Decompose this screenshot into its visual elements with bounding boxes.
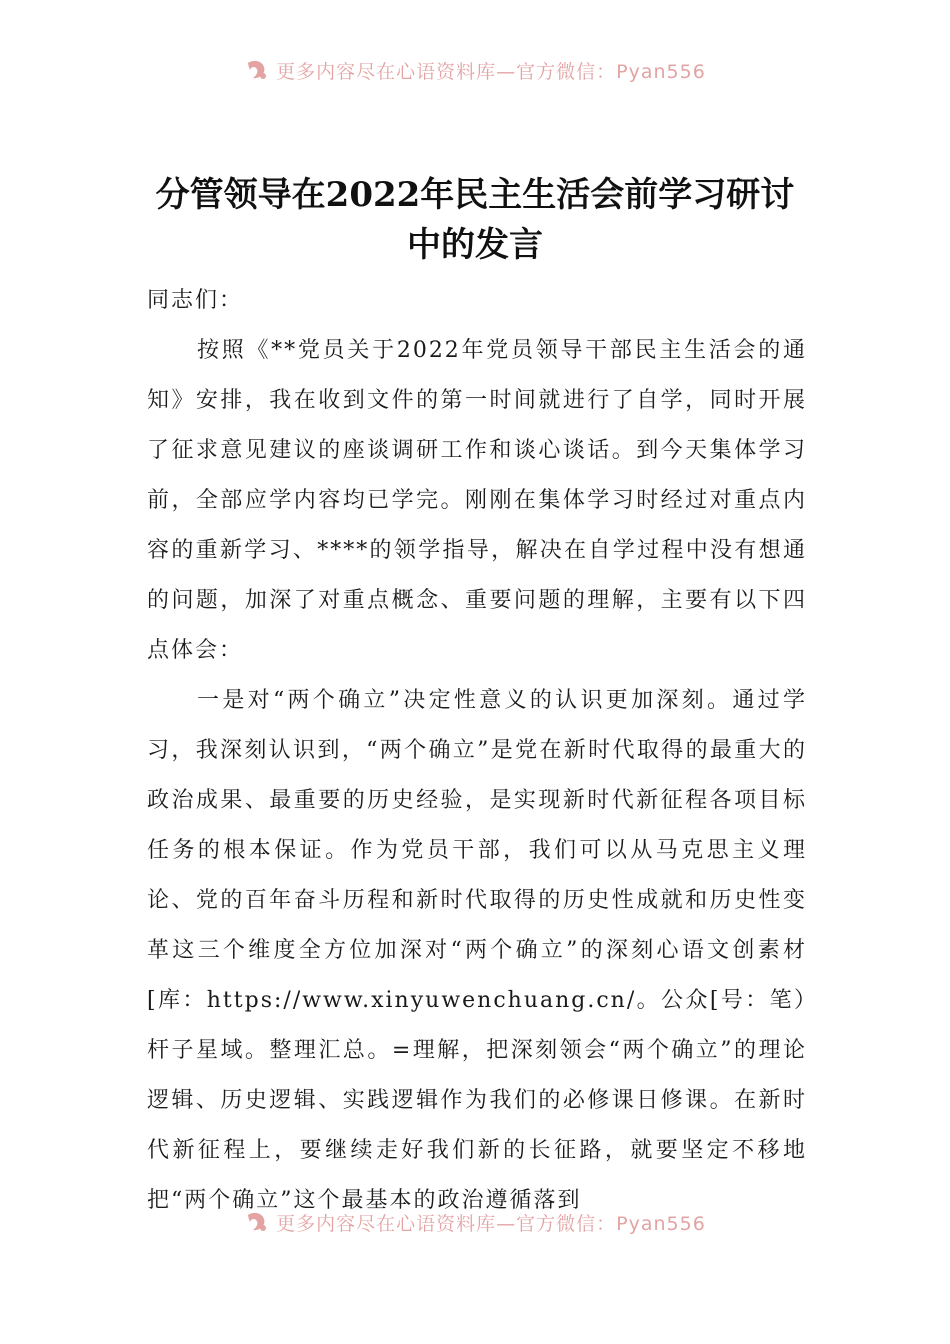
watermark-logo-icon <box>244 1209 270 1235</box>
paragraph-2: 一是对“两个确立”决定性意义的认识更加深刻。通过学习，我深刻认识到，“两个确立”是党在新时代取得的最重大的政治成果、最重要的历史经验，是实现新时代新征程各项目标任务的根本保证。作为党员干部，我们可以从马克思主义理论、党的百年奋斗历程和新时代取得的历史性成就和历史性变革这三个维度全方位加深对“两个确立”的深刻心语文创素材[库：https://www.xinyuwenchuang.cn/。公众[号：笔）杆子星域。整理汇总。=理解，把深刻领会“两个确立”的理论逻辑、历史逻辑、实践逻辑作为我们的必修课日修课。在新时代新征程上，要继续走好我们新的长征路，就要坚定不移地把“两个确立”这个最基本的政治遵循落到 <box>147 688 807 1213</box>
salutation: 同志们： <box>147 288 244 313</box>
watermark-text: 更多内容尽在心语资料库—官方微信：Pyan556 <box>276 1212 706 1235</box>
paragraph-1: 按照《**党员关于2022年党员领导干部民主生活会的通知》安排，我在收到文件的第一时间就进行了自学，同时开展了征求意见建议的座谈调研工作和谈心谈话。到今天集体学习前，全部应学内容均已学完。刚刚在集体学习时经过对重点内容的重新学习、****的领学指导，解决在自学过程中没有想通的问题，加深了对重点概念、重要问题的理解，主要有以下四点体会： <box>147 338 807 663</box>
watermark-footer <box>0 1207 950 1237</box>
watermark-text: 更多内容尽在心语资料库—官方微信：Pyan556 <box>276 60 706 83</box>
watermark-logo-icon <box>244 57 270 83</box>
document-title: 分管领导在2022年民主生活会前学习研讨中的发言 <box>155 175 795 265</box>
watermark-header <box>0 54 950 86</box>
document-body <box>147 276 807 1226</box>
